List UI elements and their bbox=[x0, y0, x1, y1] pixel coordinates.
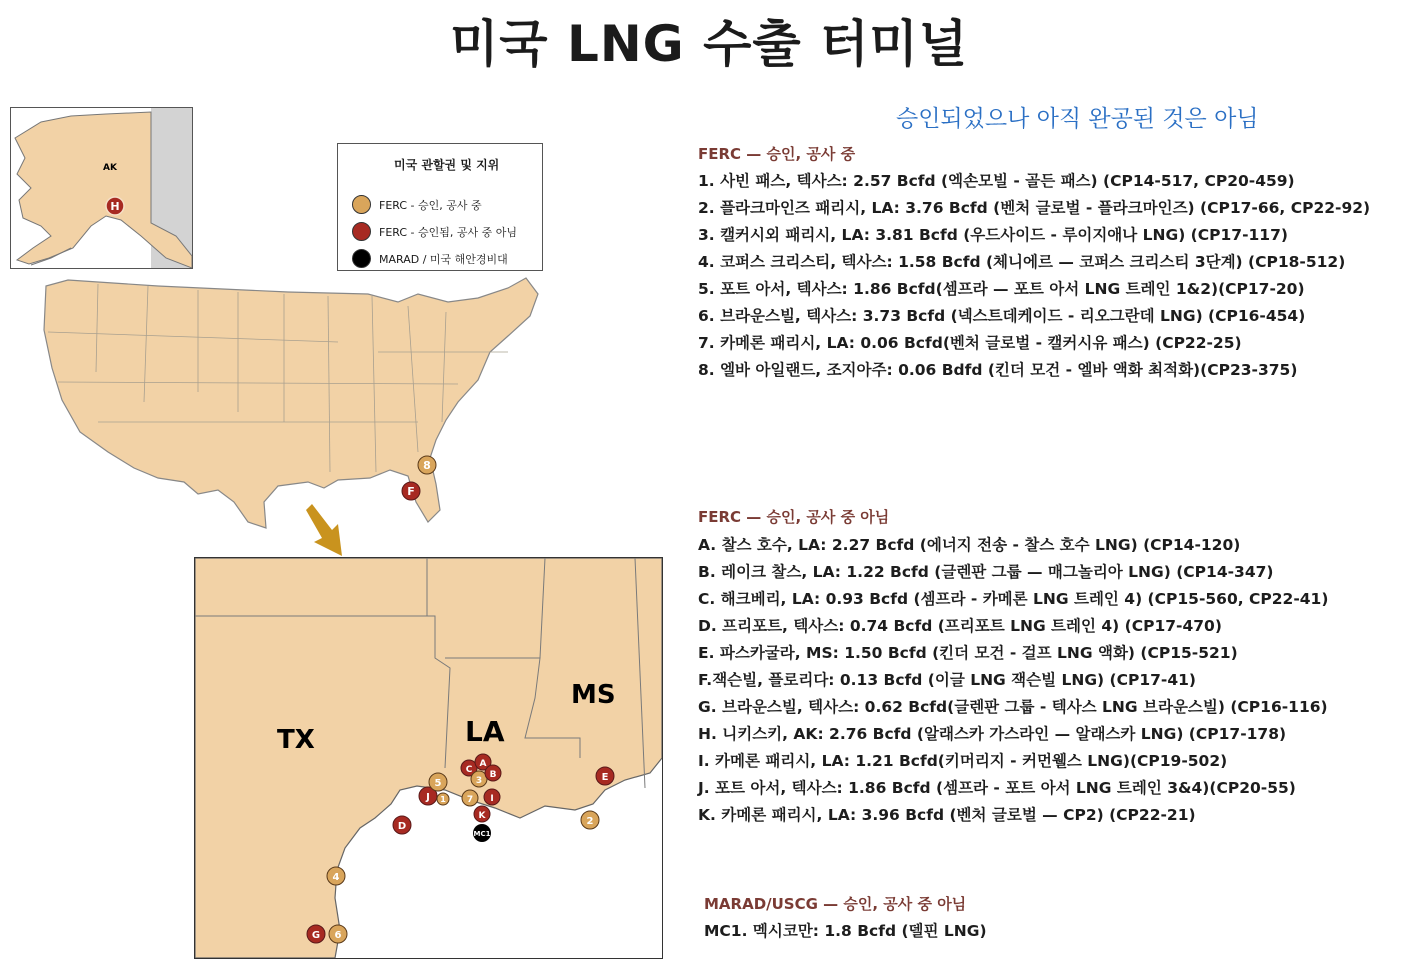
marker-C-label: C bbox=[465, 765, 473, 775]
legend-item-ferc-construction bbox=[352, 195, 532, 214]
gulf-map-svg bbox=[195, 558, 662, 958]
list-item: A. 찰스 호수, LA: 2.27 Bcfd (에너지 전송 - 찰스 호수 LNG) (CP14-120) bbox=[698, 536, 1241, 554]
legend-label: FERC - 승인됨, 공사 중 아님 bbox=[379, 225, 518, 239]
list-item: F.잭슨빌, 플로리다: 0.13 Bcfd (이글 LNG 잭슨빌 LNG) (CP17-41) bbox=[698, 671, 1197, 689]
alaska-map bbox=[11, 108, 192, 268]
alaska-label: AK bbox=[103, 163, 117, 173]
marker-G-label: G bbox=[311, 930, 321, 941]
list-item: 4. 코퍼스 크리스티, 텍사스: 1.58 Bcfd (체니에르 — 코퍼스 크리스티 3단계) (CP18-512) bbox=[698, 253, 1346, 271]
list-item: 3. 캘커시외 패리시, LA: 3.81 Bcfd (우드사이드 - 루이지애나 LNG) (CP17-117) bbox=[698, 226, 1288, 244]
legend-dot-icon bbox=[352, 222, 371, 241]
marker-5[interactable] bbox=[429, 773, 447, 791]
list-item: G. 브라운스빌, 텍사스: 0.62 Bcfd(글렌판 그룹 - 텍사스 LNG 브라운스빌) (CP16-116) bbox=[698, 698, 1328, 716]
page-title: 미국 LNG 수출 터미널 bbox=[449, 15, 969, 73]
marker-4-label: 4 bbox=[332, 872, 340, 883]
section-heading-marad: MARAD/USCG — 승인, 공사 중 아님 bbox=[704, 895, 967, 913]
terminal-list-ferc-construction bbox=[698, 168, 1370, 384]
marker-A-label: A bbox=[479, 759, 487, 769]
marker-4[interactable] bbox=[327, 867, 345, 885]
list-item: 8. 엘바 아일랜드, 조지아주: 0.06 Bdfd (킨더 모건 - 엘바 액화 최적화)(CP23-375) bbox=[698, 361, 1298, 379]
marker-F[interactable] bbox=[402, 482, 420, 500]
marker-K[interactable] bbox=[474, 806, 490, 822]
legend-dot-icon bbox=[352, 195, 371, 214]
map-legend bbox=[337, 143, 543, 271]
status-note: 승인되었으나 아직 완공된 것은 아님 bbox=[896, 106, 1259, 132]
marker-MC1[interactable] bbox=[473, 824, 491, 842]
marker-5-label: 5 bbox=[434, 778, 442, 789]
list-item: D. 프리포트, 텍사스: 0.74 Bcfd (프리포트 LNG 트레인 4) (CP17-470) bbox=[698, 617, 1222, 635]
legend-label: MARAD / 미국 해안경비대 bbox=[379, 252, 508, 266]
marker-6[interactable] bbox=[329, 925, 347, 943]
marker-7[interactable] bbox=[462, 790, 478, 806]
state-label-ms: MS bbox=[571, 680, 616, 710]
gulf-detail-map bbox=[194, 557, 663, 959]
marker-MC1-label: MC1 bbox=[473, 830, 491, 838]
marker-3-label: 3 bbox=[475, 776, 483, 786]
marker-K-label: K bbox=[478, 811, 486, 821]
marker-H[interactable] bbox=[106, 197, 124, 215]
marker-J-label: J bbox=[426, 792, 430, 803]
zoom-arrow-icon bbox=[306, 500, 356, 560]
list-item: 6. 브라운스빌, 텍사스: 3.73 Bcfd (넥스트데케이드 - 리오그란데 LNG) (CP16-454) bbox=[698, 307, 1306, 325]
legend-title: 미국 관할권 및 지위 bbox=[394, 158, 500, 172]
marker-F-label: F bbox=[407, 485, 415, 498]
marker-8-label: 8 bbox=[423, 459, 431, 472]
list-item: B. 레이크 찰스, LA: 1.22 Bcfd (글렌판 그룹 — 매그놀리아 LNG) (CP14-347) bbox=[698, 563, 1274, 581]
list-item: C. 해크베리, LA: 0.93 Bcfd (셈프라 - 카메론 LNG 트레인 4) (CP15-560, CP22-41) bbox=[698, 590, 1329, 608]
marker-8[interactable] bbox=[418, 456, 436, 474]
us-map bbox=[38, 272, 568, 540]
list-item: K. 카메론 패리시, LA: 3.96 Bcfd (벤처 글로벌 — CP2) (CP22-21) bbox=[698, 806, 1196, 824]
state-label-tx: TX bbox=[277, 725, 315, 755]
marker-G[interactable] bbox=[307, 925, 325, 943]
list-item: H. 니키스키, AK: 2.76 Bcfd (알래스카 가스라인 — 알래스카 LNG) (CP17-178) bbox=[698, 725, 1287, 743]
state-label-la: LA bbox=[465, 715, 505, 748]
section-heading-ferc-approved: FERC — 승인, 공사 중 아님 bbox=[698, 508, 890, 526]
marker-D[interactable] bbox=[393, 816, 411, 834]
terminal-list-marad bbox=[704, 918, 987, 945]
legend-item-ferc-approved bbox=[352, 222, 532, 241]
list-item: 1. 사빈 패스, 텍사스: 2.57 Bcfd (엑손모빌 - 골든 패스) (CP14-517, CP20-459) bbox=[698, 172, 1295, 190]
legend-item-marad bbox=[352, 249, 532, 268]
marker-E-label: E bbox=[601, 772, 609, 783]
list-item: 7. 카메론 패리시, LA: 0.06 Bcfd(벤처 글로벌 - 캘커시유 패스) (CP22-25) bbox=[698, 334, 1242, 352]
marker-H-label: H bbox=[110, 200, 120, 213]
terminal-list-ferc-approved bbox=[698, 532, 1328, 829]
marker-I-label: I bbox=[490, 794, 494, 804]
marker-6-label: 6 bbox=[334, 930, 342, 941]
marker-D-label: D bbox=[397, 821, 407, 832]
marker-E[interactable] bbox=[596, 767, 614, 785]
marker-B[interactable] bbox=[485, 765, 501, 781]
legend-dot-icon bbox=[352, 249, 371, 268]
section-heading-ferc-construction: FERC — 승인, 공사 중 bbox=[698, 145, 856, 163]
legend-label: FERC - 승인, 공사 중 bbox=[379, 198, 482, 212]
marker-1-label: 1 bbox=[440, 795, 446, 804]
marker-1[interactable] bbox=[437, 793, 449, 805]
marker-B-label: B bbox=[489, 770, 497, 780]
alaska-inset bbox=[10, 107, 193, 269]
marker-2-label: 2 bbox=[586, 816, 594, 827]
list-item: J. 포트 아서, 텍사스: 1.86 Bcfd (셈프라 - 포트 아서 LNG 트레인 3&4)(CP20-55) bbox=[698, 779, 1296, 797]
list-item: E. 파스카굴라, MS: 1.50 Bcfd (킨더 모건 - 걸프 LNG 액화) (CP15-521) bbox=[698, 644, 1238, 662]
list-item: 2. 플라크마인즈 패리시, LA: 3.76 Bcfd (벤처 글로벌 - 플라크마인즈) (CP17-66, CP22-92) bbox=[698, 199, 1371, 217]
marker-I[interactable] bbox=[484, 789, 500, 805]
marker-7-label: 7 bbox=[466, 795, 474, 805]
list-item: 5. 포트 아서, 텍사스: 1.86 Bcfd(셈프라 — 포트 아서 LNG 트레인 1&2)(CP17-20) bbox=[698, 280, 1305, 298]
marker-2[interactable] bbox=[581, 811, 599, 829]
list-item: MC1. 멕시코만: 1.8 Bcfd (델핀 LNG) bbox=[704, 922, 987, 940]
list-item: I. 카메론 패리시, LA: 1.21 Bcfd(키머리지 - 커먼웰스 LNG)(CP19-502) bbox=[698, 752, 1228, 770]
